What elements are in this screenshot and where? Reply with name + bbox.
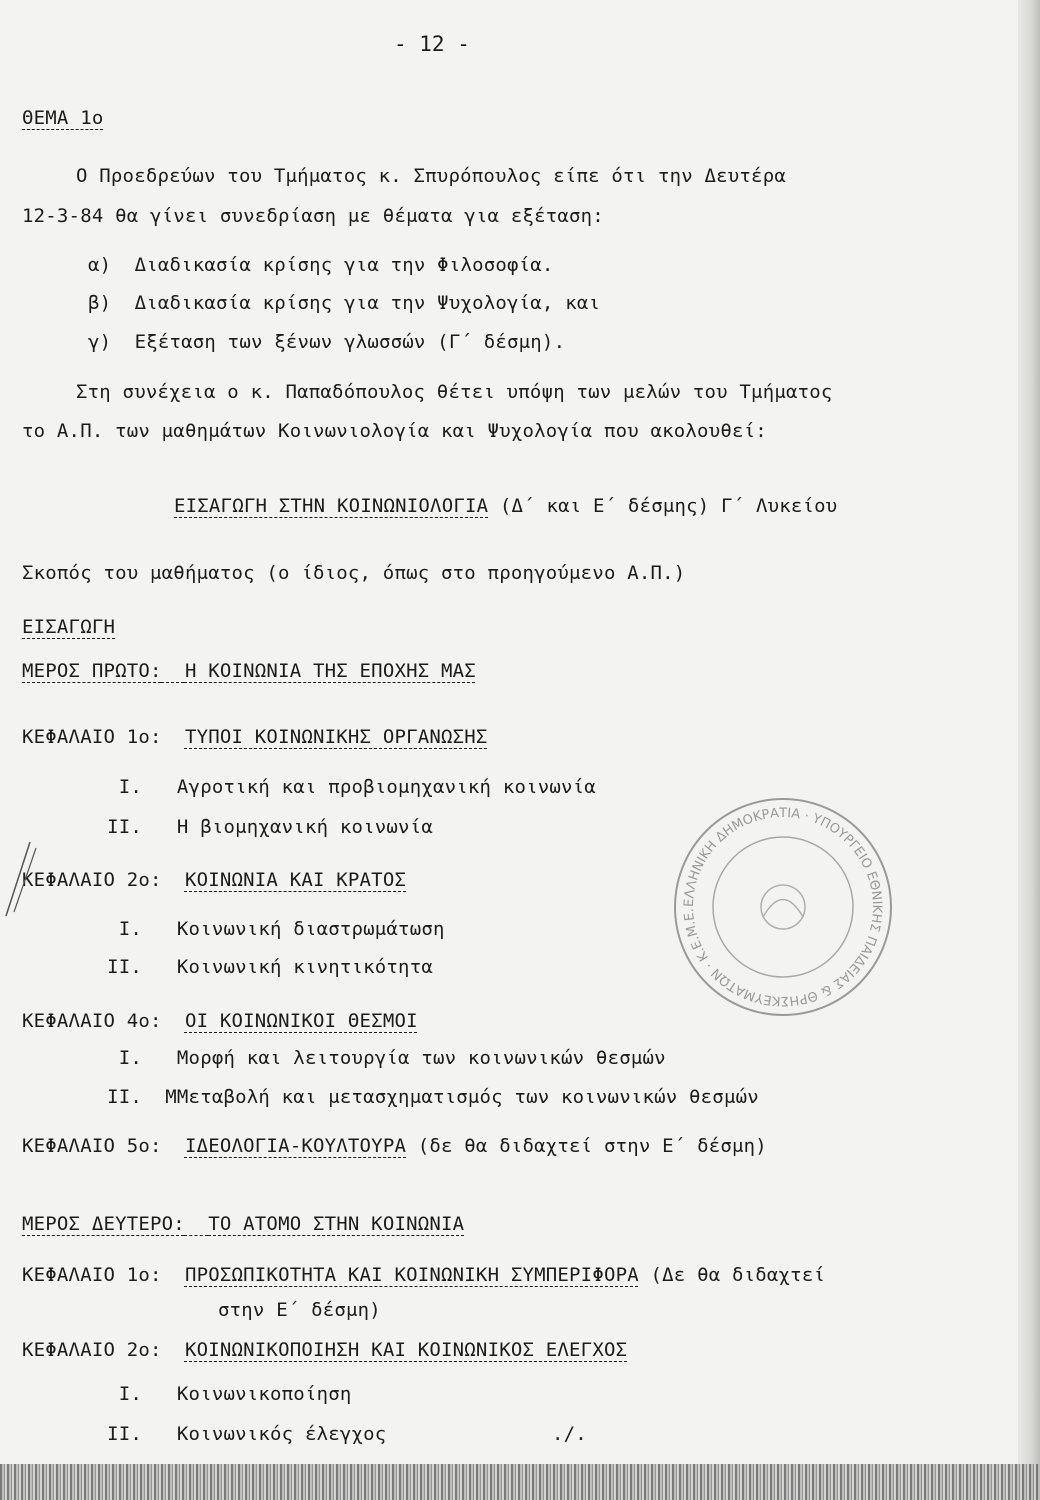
official-stamp	[668, 792, 898, 1022]
stamp-text: ΕΛΛΗΝΙΚΗ ΔΗΜΟΚΡΑΤΙΑ · ΥΠΟΥΡΓΕΙΟ ΕΘΝΙΚΗΣ ΠΑΙΔΕΙΑΣ & ΘΡΗΣΚΕΥΜΑΤΩΝ · Κ.Ε.Μ.Ε.	[681, 805, 885, 1009]
item-text: Μορφή και λειτουργία των κοινωνικών θεσμών	[176, 1047, 666, 1069]
chapter-title: ΠΡΟΣΩΠΙΚΟΤΗΤΑ ΚΑΙ ΚΟΙΝΩΝΙΚΗ ΣΥΜΠΕΡΙΦΟΡΑ	[184, 1264, 639, 1286]
chapter-label: ΚΕΦΑΛΑΙΟ 2ο:	[22, 869, 162, 891]
paragraph2-line1: Στη συνέχεια ο κ. Παπαδόπουλος θέτει υπόψη των μελών του Τμήματος	[76, 381, 833, 403]
chapter-1-4	[22, 1009, 418, 1033]
chapter-1-1	[22, 725, 488, 749]
item-number: Ι.	[118, 1383, 142, 1405]
chapter-label: ΚΕΦΑΛΑΙΟ 5ο:	[22, 1135, 162, 1157]
chapter-2-2	[22, 1338, 627, 1362]
item-text: Η βιομηχανική κοινωνία	[176, 816, 433, 838]
continuation-mark: ./.	[552, 1423, 587, 1445]
chapter-note: (Δε θα διδαχτεί	[650, 1264, 826, 1286]
chapter-label: ΚΕΦΑΛΑΙΟ 2ο:	[22, 1339, 162, 1361]
chapter-note: (δε θα διδαχτεί στην Ε΄ δέσμη)	[417, 1135, 767, 1157]
course-title-line	[174, 494, 837, 518]
section-heading: ΘΕΜΑ 1ο	[22, 107, 104, 129]
page-number: - 12 -	[394, 32, 470, 56]
list-item-a	[88, 253, 554, 277]
list-marker: β)	[88, 292, 112, 314]
chapter-1-5	[22, 1134, 767, 1158]
chapter-1-4-item-2	[82, 1085, 759, 1109]
chapter-2-2-item-2	[82, 1422, 587, 1446]
part2-heading	[22, 1212, 464, 1236]
introduction-heading: ΕΙΣΑΓΩΓΗ	[22, 616, 116, 638]
scan-edge-right	[1018, 0, 1040, 1500]
course-aim: Σκοπός του μαθήματος (ο ίδιος, όπως στο προηγούμενο Α.Π.)	[22, 562, 686, 584]
chapter-1-2-item-2	[82, 955, 433, 979]
item-text: Κοινωνικοποίηση	[176, 1383, 352, 1405]
item-text: Κοινωνικός έλεγχος	[176, 1423, 387, 1445]
course-title-rest: (Δ΄ και Ε΄ δέσμης) Γ΄ Λυκείου	[499, 495, 838, 517]
item-number: Ι.	[118, 918, 142, 940]
item-number: Ι.	[118, 776, 142, 798]
list-item-c	[88, 330, 565, 354]
list-text: Εξέταση των ξένων γλωσσών (Γ΄ δέσμη).	[134, 331, 566, 353]
list-marker: α)	[88, 254, 112, 276]
chapter-title: ΙΔΕΟΛΟΓΙΑ-ΚΟΥΛΤΟΥΡΑ	[184, 1135, 407, 1157]
list-item-b	[88, 291, 600, 315]
chapter-2-2-item-1	[82, 1382, 352, 1406]
list-text: Διαδικασία κρίσης για την Ψυχολογία, και	[134, 292, 601, 314]
chapter-1-2	[22, 868, 406, 892]
chapter-1-1-item-1	[82, 775, 596, 799]
chapter-2-1	[22, 1263, 825, 1287]
course-title: ΕΙΣΑΓΩΓΗ ΣΤΗΝ ΚΟΙΝΩΝΙΟΛΟΓΙΑ	[174, 495, 489, 517]
paragraph1-line1: Ο Προεδρεύων του Τμήματος κ. Σπυρόπουλος είπε ότι την Δευτέρα	[76, 165, 786, 187]
chapter-label: ΚΕΦΑΛΑΙΟ 1ο:	[22, 1264, 162, 1286]
list-text: Διαδικασία κρίσης για την Φιλοσοφία.	[134, 254, 554, 276]
item-number: ΙΙ.	[107, 816, 142, 838]
item-number: ΙΙ.	[107, 956, 142, 978]
part-label: ΜΕΡΟΣ ΠΡΩΤΟ:	[22, 660, 162, 682]
item-text: Κοινωνική διαστρωμάτωση	[176, 918, 445, 940]
paragraph1-line2: 12-3-84 θα γίνει συνεδρίαση με θέματα για εξέταση:	[22, 205, 604, 227]
chapter-title: ΚΟΙΝΩΝΙΚΟΠΟΙΗΣΗ ΚΑΙ ΚΟΙΝΩΝΙΚΟΣ ΕΛΕΓΧΟΣ	[184, 1339, 628, 1361]
chapter-label: ΚΕΦΑΛΑΙΟ 1ο:	[22, 726, 162, 748]
chapter-1-1-item-2	[82, 815, 433, 839]
item-number: Ι.	[118, 1047, 142, 1069]
item-number: ΙΙ.	[107, 1086, 142, 1108]
scan-edge-bottom	[0, 1464, 1040, 1500]
margin-pen-mark	[0, 840, 40, 920]
paragraph2-line2: το Α.Π. των μαθημάτων Κοινωνιολογία και Ψυχολογία που ακολουθεί:	[22, 420, 767, 442]
item-text: Κοινωνική κινητικότητα	[176, 956, 433, 978]
chapter-title: ΟΙ ΚΟΙΝΩΝΙΚΟΙ ΘΕΣΜΟΙ	[184, 1010, 418, 1032]
chapter-title: ΚΟΙΝΩΝΙΑ ΚΑΙ ΚΡΑΤΟΣ	[184, 869, 407, 891]
item-number: ΙΙ.	[107, 1423, 142, 1445]
chapter-2-1-note-cont: στην Ε΄ δέσμη)	[218, 1299, 381, 1321]
list-marker: γ)	[88, 331, 112, 353]
item-text: ΜΜεταβολή και μετασχηματισμός των κοινωνικών θεσμών	[165, 1086, 759, 1108]
item-text: Αγροτική και προβιομηχανική κοινωνία	[176, 776, 596, 798]
part1-heading	[22, 659, 476, 683]
chapter-1-2-item-1	[82, 917, 445, 941]
part-label: ΜΕΡΟΣ ΔΕΥΤΕΡΟ:	[22, 1213, 185, 1235]
part-title: Η ΚΟΙΝΩΝΙΑ ΤΗΣ ΕΠΟΧΗΣ ΜΑΣ	[184, 660, 476, 682]
chapter-title: ΤΥΠΟΙ ΚΟΙΝΩΝΙΚΗΣ ΟΡΓΑΝΩΣΗΣ	[184, 726, 488, 748]
chapter-1-4-item-1	[82, 1046, 666, 1070]
chapter-label: ΚΕΦΑΛΑΙΟ 4ο:	[22, 1010, 162, 1032]
part-title: ΤΟ ΑΤΟΜΟ ΣΤΗΝ ΚΟΙΝΩΝΙΑ	[208, 1213, 465, 1235]
